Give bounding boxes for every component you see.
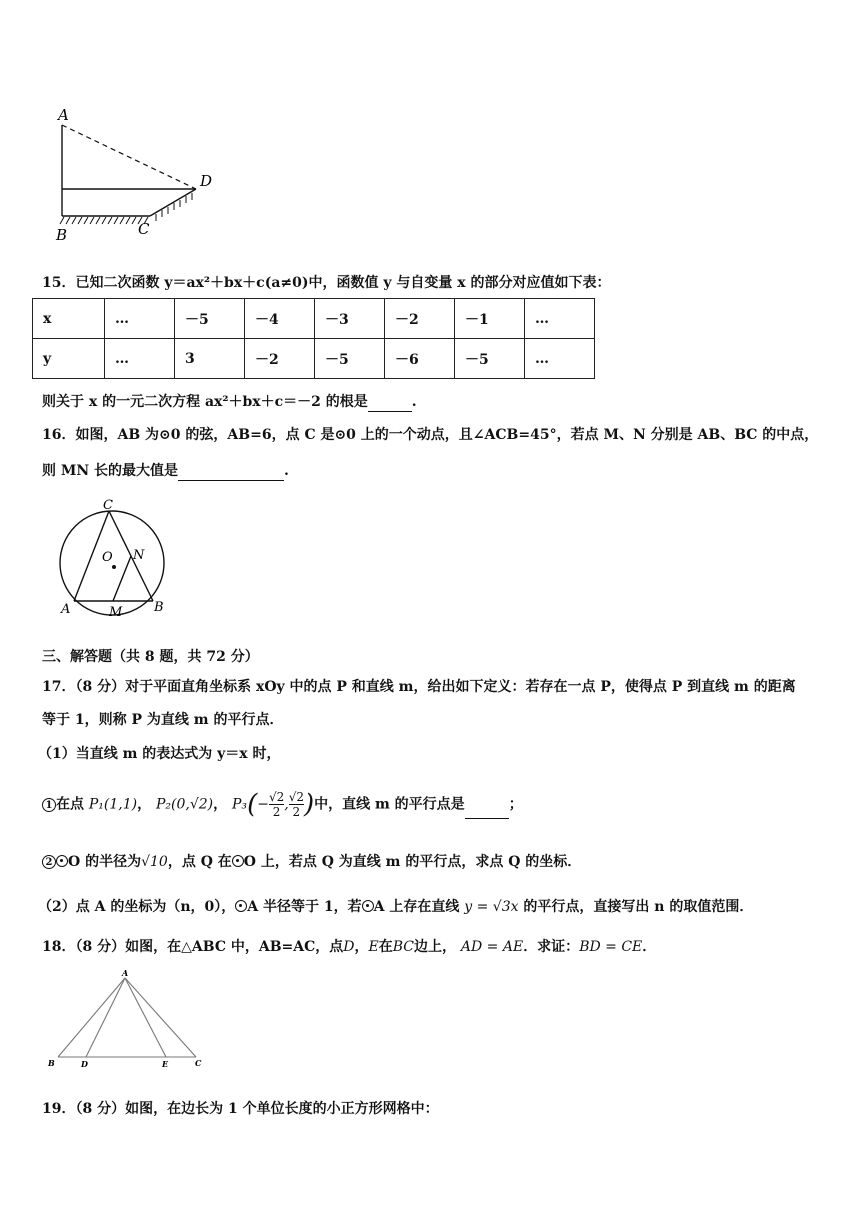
label-C: C <box>195 1058 202 1068</box>
q17-part2-a: （2）点 A 的坐标为（n，0）， <box>38 899 236 915</box>
q15-table <box>32 298 595 379</box>
circle-dot-symbol <box>232 855 244 867</box>
circle-dot-symbol <box>235 900 247 912</box>
label-C: C <box>103 498 113 513</box>
figure-q16-circle <box>55 495 175 620</box>
math-D: D <box>343 939 355 955</box>
table-cell: －6 <box>385 339 455 379</box>
table-cell: … <box>525 299 595 339</box>
fraction-denominator: 2 <box>269 804 284 819</box>
q18-text-a: 18．（8 分）如图，在△ABC 中，AB=AC，点 <box>42 939 344 955</box>
math-E: E <box>368 939 379 955</box>
math-BC: BC <box>392 939 415 955</box>
q15-end: . <box>411 394 417 410</box>
figure-q18-triangle <box>44 966 214 1074</box>
q15-question-text: 则关于 x 的一元二次方程 ax²＋bx＋c＝－2 的根是 <box>42 394 368 410</box>
q19-text: 19．（8 分）如图，在边长为 1 个单位长度的小正方形网格中： <box>42 1101 439 1117</box>
circled-number-2: 2 <box>42 855 56 869</box>
math-minus: − <box>257 796 269 813</box>
q17-sub1-end: ； <box>508 796 523 813</box>
table-row <box>33 299 595 339</box>
q16-end: . <box>284 463 289 479</box>
math-eq1: AD = AE <box>460 939 524 955</box>
q18-text-b: ， <box>354 939 369 955</box>
table-row <box>33 339 595 379</box>
table-cell: －5 <box>455 339 525 379</box>
label-O: O <box>102 550 113 565</box>
math-line-eq: y = √3x <box>464 899 519 915</box>
q15-text: 15．已知二次函数 y＝ax²＋bx＋c(a≠0)中，函数值 y 与自变量 x 的部分对应值如下表： <box>42 275 611 291</box>
label-B: B <box>56 226 68 244</box>
q17-sub2-b: ，点 Q 在 <box>167 854 232 870</box>
q17-sub2 <box>42 852 581 872</box>
table-cell: －3 <box>315 299 385 339</box>
circle-dot-symbol <box>56 855 68 867</box>
table-cell: －2 <box>245 339 315 379</box>
circled-number-1: 1 <box>42 798 56 812</box>
table-cell: x <box>33 299 105 339</box>
math-p2: P₂(0,√2) <box>155 796 214 813</box>
math-paren-right: ) <box>303 789 315 820</box>
label-D: D <box>200 172 213 190</box>
q18-text-c: 在 <box>378 939 393 955</box>
q17-sub2-a: O 的半径为 <box>68 854 142 870</box>
label-A: A <box>122 968 129 978</box>
label-B: B <box>48 1058 55 1068</box>
math-comma: , <box>284 796 289 813</box>
section-heading: 三、解答题（共 8 题，共 72 分） <box>42 649 259 665</box>
answer-blank <box>368 397 412 412</box>
fraction-numerator: √2 <box>288 790 304 804</box>
table-cell: … <box>525 339 595 379</box>
q16-line2-text: 则 MN 长的最大值是 <box>42 463 179 479</box>
fraction-numerator: √2 <box>268 790 285 804</box>
label-D: D <box>81 1059 88 1069</box>
table-cell: －5 <box>315 339 385 379</box>
q18-text-d: 边上， <box>414 939 457 955</box>
math-paren-left: ( <box>247 789 258 820</box>
math-p3-label: P₃ <box>232 796 248 813</box>
table-cell: －5 <box>175 299 245 339</box>
fraction-denominator: 2 <box>289 804 304 819</box>
answer-blank <box>465 804 509 819</box>
q18-text-f: ． <box>642 939 657 955</box>
label-B: B <box>154 600 164 615</box>
circle-dot-symbol <box>362 900 374 912</box>
figure-q14 <box>50 100 220 250</box>
math-p1: P₁(1,1) <box>88 796 138 813</box>
q17-sub1-prefix: 在点 <box>56 796 84 813</box>
q16-line2 <box>42 461 289 481</box>
table-cell: －1 <box>455 299 525 339</box>
q17-part2-c: A 上存在直线 <box>373 899 460 915</box>
q16-line1: 16．如图，AB 为⊙0 的弦，AB=6，点 C 是⊙0 上的一个动点，且∠ACB=45°，若点 M、N 分别是 AB、BC 的中点， <box>42 427 819 443</box>
table-cell: －4 <box>245 299 315 339</box>
table-cell: y <box>33 339 105 379</box>
q17-line2: 等于 1，则称 P 为直线 m 的平行点． <box>42 712 284 728</box>
math-fraction-1 <box>269 790 284 819</box>
table-cell: 3 <box>175 339 245 379</box>
q15-question <box>42 392 417 412</box>
label-A: A <box>58 106 69 124</box>
answer-blank <box>178 466 284 481</box>
label-N: N <box>133 548 145 563</box>
q17-sub2-c: O 上，若点 Q 为直线 m 的平行点，求点 Q 的坐标． <box>243 854 582 870</box>
table-cell: … <box>105 339 175 379</box>
table-cell: －2 <box>385 299 455 339</box>
q17-part2-b: A 半径等于 1，若 <box>247 899 362 915</box>
q17-sub1-suffix: 中，直线 m 的平行点是 <box>314 796 465 813</box>
math-fraction-2 <box>289 790 304 819</box>
q17-part2 <box>38 897 753 917</box>
label-C: C <box>138 220 150 238</box>
q17-sub1: 1 在点 P₁(1,1)， P₂(0,√2)， P₃(− $\frac{√2}{2}$ , $\frac{√2}{2}$ )中，直线 m 的平行点是 ； <box>42 790 523 819</box>
table-cell: … <box>105 299 175 339</box>
q17-line1: 17．（8 分）对于平面直角坐标系 xOy 中的点 P 和直线 m，给出如下定义：若存在一点 P，使得点 P 到直线 m 的距离 <box>42 679 796 695</box>
label-E: E <box>162 1059 169 1069</box>
math-eq2: BD = CE <box>579 939 643 955</box>
q17-part1: （1）当直线 m 的表达式为 y＝x 时， <box>38 746 281 762</box>
q18-text <box>42 937 656 957</box>
q17-part2-d: 的平行点，直接写出 n 的取值范围． <box>523 899 754 915</box>
label-A: A <box>61 602 71 617</box>
q18-text-e: ．求证： <box>523 939 580 955</box>
label-M: M <box>109 605 123 620</box>
math-sqrt10: √10 <box>141 854 168 870</box>
